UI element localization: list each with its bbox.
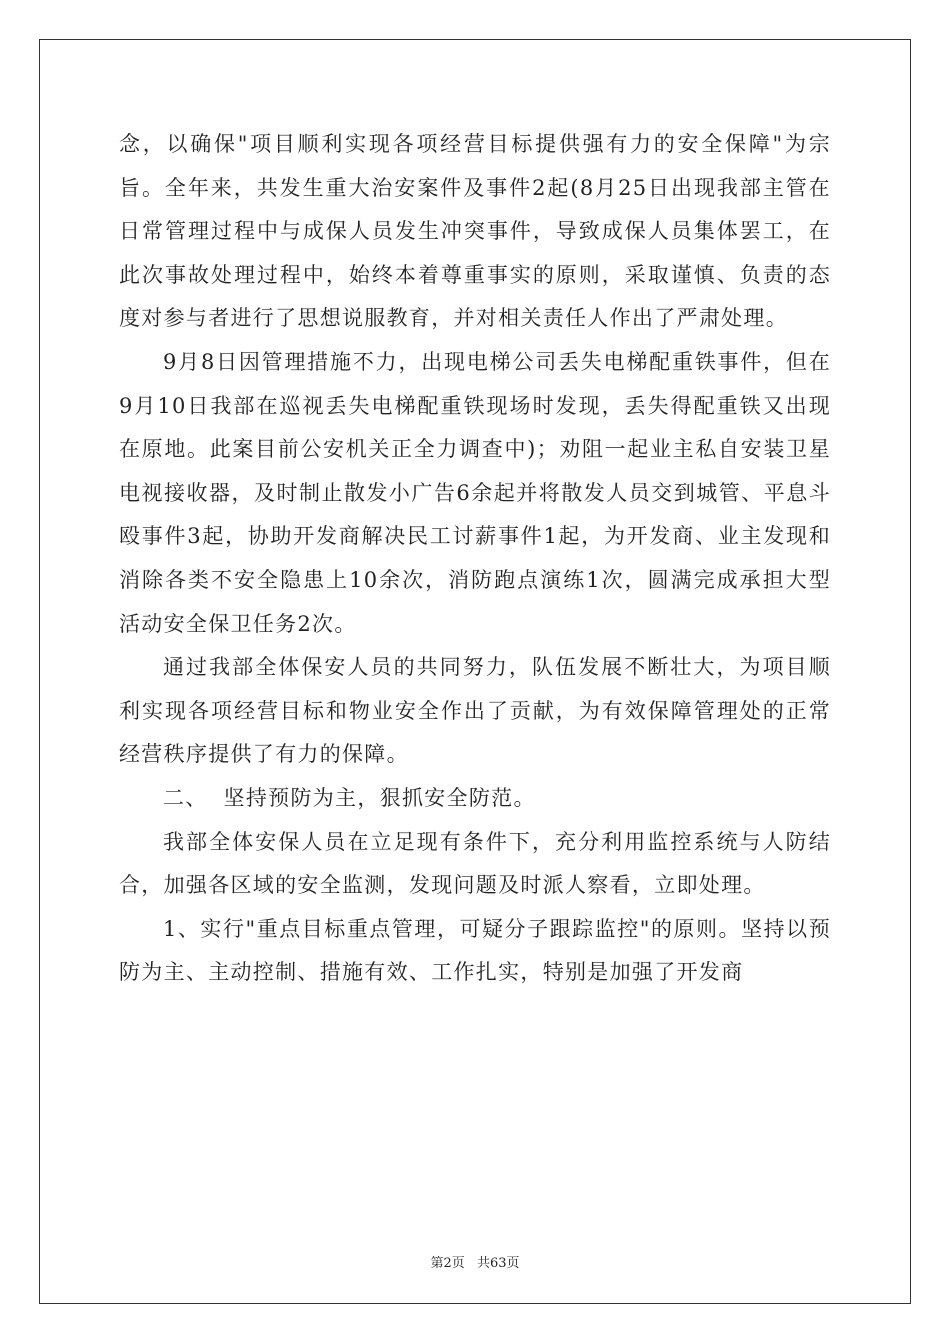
paragraph-1: 念，以确保"项目顺利实现各项经营目标提供强有力的安全保障"为宗旨。全年来，共发生重大治安案件及事件2起(8月25日出现我部主管在日常管理过程中与成保人员发生冲突事件，导致成保人员集体罢工，在此次事故处理过程中，始终本着尊重事实的原则，采取谨慎、负责的态度对参与者进行了思想说服教育，并对相关责任人作出了严肃处理。 <box>119 132 831 331</box>
paragraph-3: 通过我部全体保安人员的共同努力，队伍发展不断壮大，为项目顺利实现各项经营目标和物业安全作出了贡献，为有效保障管理处的正常经营秩序提供了有力的保障。 <box>119 655 831 767</box>
document-body <box>119 123 831 995</box>
paragraph-4: 我部全体安保人员在立足现有条件下，充分利用监控系统与人防结合，加强各区域的安全监测，发现问题及时派人察看，立即处理。 <box>119 829 831 898</box>
paragraph-2: 9月8日因管理措施不力，出现电梯公司丢失电梯配重铁事件，但在9月10日我部在巡视丢失电梯配重铁现场时发现，丢失得配重铁又出现在原地。此案目前公安机关正全力调查中)；劝阻一起业主私自安装卫星电视接收器，及时制止散发小广告6余起并将散发人员交到城管、平息斗殴事件3起，协助开发商解决民工讨薪事件1起，为开发商、业主发现和消除各类不安全隐患上10余次，消防跑点演练1次，圆满完成承担大型活动安全保卫任务2次。 <box>119 349 831 636</box>
page-number-current: 第2页 <box>430 1256 465 1271</box>
paragraph-5: 1、实行"重点目标重点管理，可疑分子跟踪监控"的原则。坚持以预防为主、主动控制、措施有效、工作扎实，特别是加强了开发商 <box>119 916 831 985</box>
page-number-total: 共63页 <box>476 1256 520 1271</box>
page-footer <box>0 1252 950 1271</box>
section-heading-2: 二、 坚持预防为主，狠抓安全防范。 <box>163 785 536 810</box>
